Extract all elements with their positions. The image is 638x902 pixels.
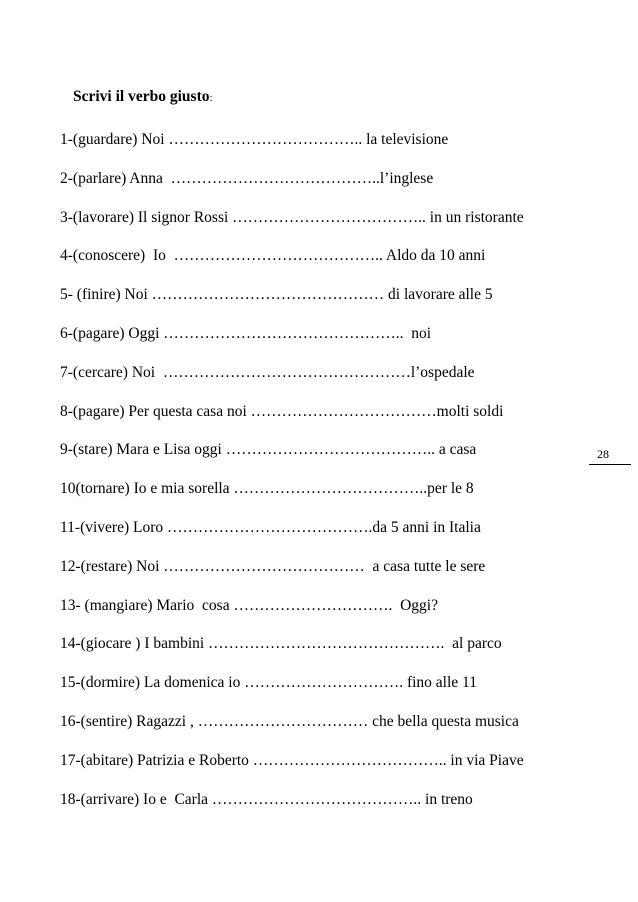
exercise-item: 3-(lavorare) Il signor Rossi ……………………………….. in un ristorante [60,208,524,226]
exercise-item: 6-(pagare) Oggi ……………………………………….. noi [60,324,432,342]
exercise-item: 10(tornare) Io e mia sorella ………………………………..per le 8 [60,480,474,498]
exercise-item: 11-(vivere) Loro ………………………………….da 5 anni in Italia [60,518,481,536]
exercise-list [60,130,524,828]
exercise-item: 2-(parlare) Anna …………………………………..l’inglese [60,169,434,187]
exercise-title-text: Scrivi il verbo giusto [73,88,210,105]
exercise-item: 1-(guardare) Noi ……………………………….. la televisione [60,131,449,148]
exercise-item: 16-(sentire) Ragazzi , …………………………… che bella questa musica [60,712,519,730]
exercise-item: 12-(restare) Noi ………………………………… a casa tutte le sere [60,557,486,575]
exercise-item: 14-(giocare ) I bambini ………………………………………. al parco [60,635,502,653]
exercise-item: 18-(arrivare) Io e Carla ………………………………….. in treno [60,790,473,808]
exercise-title [73,88,213,106]
page-number-rule [589,464,631,465]
page-number: 28 [597,447,609,461]
exercise-item: 15-(dormire) La domenica io …………………………. fino alle 11 [60,674,477,692]
exercise-item: 8-(pagare) Per questa casa noi ………………………………molti soldi [60,402,504,420]
exercise-item: 9-(stare) Mara e Lisa oggi ………………………………….. a casa [60,441,477,459]
exercise-item: 4-(conoscere) Io ………………………………….. Aldo da 10 anni [60,247,486,265]
exercise-item: 5- (finire) Noi ……………………………………… di lavorare alle 5 [60,286,493,304]
exercise-title-colon: : [209,92,213,104]
exercise-item: 17-(abitare) Patrizia e Roberto ……………………………….. in via Piave [60,751,524,769]
exercise-item: 13- (mangiare) Mario cosa …………………………. Oggi? [60,596,438,614]
exercise-item: 7-(cercare) Noi …………………………………………l’ospedale [60,363,475,381]
